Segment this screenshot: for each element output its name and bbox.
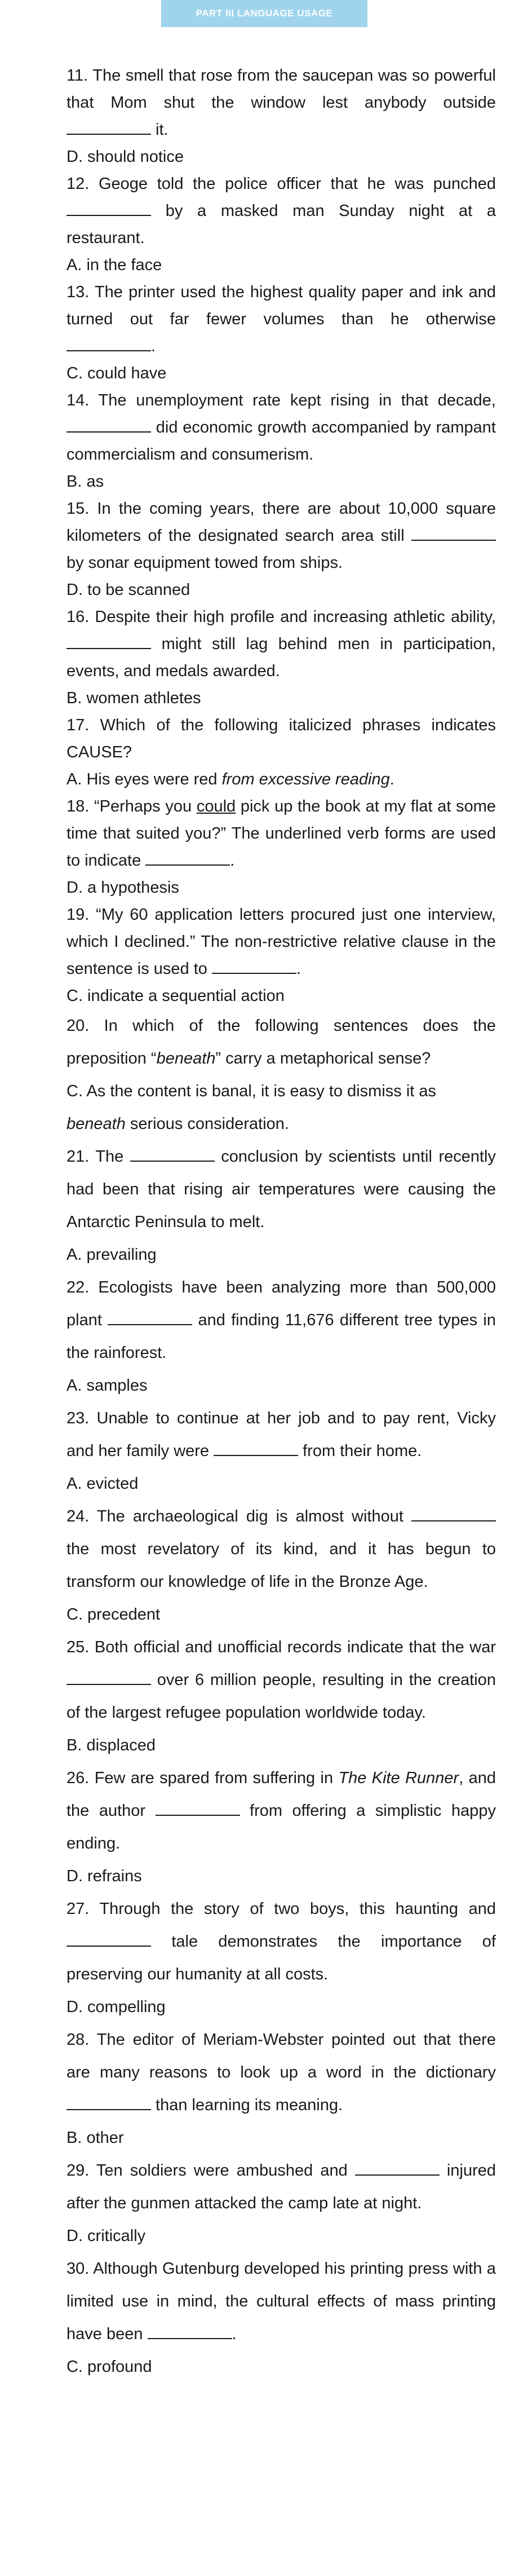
question-21 <box>66 1140 496 1271</box>
answer-blank <box>411 526 496 541</box>
answer-blank <box>66 337 151 351</box>
question-stem: 23. Unable to continue at her job and to pay rent, Vicky and her family were from their home. <box>66 1409 496 1460</box>
answer-blank <box>66 2096 151 2110</box>
answer-blank <box>66 201 151 216</box>
answer-blank <box>66 1932 151 1947</box>
question-stem: 11. The smell that rose from the saucepan was so powerful that Mom shut the window lest anybody outside it. <box>66 67 496 139</box>
section-title: PART III LANGUAGE USAGE <box>196 8 333 19</box>
question-answer: A. samples <box>66 1377 148 1395</box>
question-30 <box>66 2252 496 2383</box>
question-stem: 29. Ten soldiers were ambushed and injured after the gunmen attacked the camp late at night. <box>66 2162 496 2212</box>
question-16 <box>66 603 496 712</box>
answer-blank <box>66 1670 151 1685</box>
question-answer: B. other <box>66 2129 124 2147</box>
answer-blank <box>66 418 151 433</box>
question-23 <box>66 1402 496 1500</box>
question-stem: 19. “My 60 application letters procured just one interview, which I declined.” The non-restrictive relative clause in the sentence is used to . <box>66 906 496 978</box>
question-answer: A. evicted <box>66 1475 139 1493</box>
question-12 <box>66 170 496 279</box>
question-24 <box>66 1500 496 1631</box>
question-11 <box>66 62 496 170</box>
question-28 <box>66 2023 496 2154</box>
question-answer: B. as <box>66 473 104 491</box>
question-stem: 24. The archaeological dig is almost without the most revelatory of its kind, and it has begun to transform our knowledge of life in the Bronze Age. <box>66 1507 496 1591</box>
question-stem: 27. Through the story of two boys, this haunting and tale demonstrates the importance of preserving our humanity at all costs. <box>66 1900 496 1983</box>
question-answer: C. could have <box>66 364 167 382</box>
question-29 <box>66 2154 496 2252</box>
question-answer: A. prevailing <box>66 1246 157 1264</box>
answer-blank <box>212 959 296 974</box>
question-26 <box>66 1762 496 1893</box>
question-answer: D. should notice <box>66 148 184 166</box>
question-stem: 30. Although Gutenburg developed his printing press with a limited use in mind, the cultural effects of mass printing have been . <box>66 2260 496 2343</box>
question-stem: 28. The editor of Meriam-Webster pointed out that there are many reasons to look up a word in the dictionary than learning its meaning. <box>66 2031 496 2114</box>
answer-blank <box>411 1507 496 1521</box>
question-stem: 12. Geoge told the police officer that he was punched by a masked man Sunday night at a restaurant. <box>66 175 496 247</box>
question-25 <box>66 1631 496 1762</box>
question-13 <box>66 279 496 387</box>
question-list <box>66 62 496 2383</box>
question-answer: C. precedent <box>66 1605 161 1624</box>
question-stem: 15. In the coming years, there are about 10,000 square kilometers of the designated search area still by sonar equipment towed from ships. <box>66 500 496 572</box>
question-stem: 17. Which of the following italicized phrases indicates CAUSE? <box>66 716 496 761</box>
question-answer: A. in the face <box>66 256 162 274</box>
question-answer: D. critically <box>66 2227 146 2245</box>
question-15 <box>66 495 496 603</box>
answer-blank <box>66 634 151 649</box>
answer-blank <box>355 2161 440 2176</box>
question-27 <box>66 1893 496 2023</box>
question-14 <box>66 387 496 495</box>
section-header <box>161 0 367 27</box>
question-18 <box>66 793 496 901</box>
question-answer: C. As the content is banal, it is easy to dismiss it as beneath serious consideration. <box>66 1082 437 1133</box>
question-answer: D. to be scanned <box>66 581 190 599</box>
answer-blank <box>145 851 230 866</box>
question-answer: C. profound <box>66 2358 152 2376</box>
question-stem: 14. The unemployment rate kept rising in that decade, did economic growth accompanied by rampant commercialism and consumerism. <box>66 391 496 464</box>
question-answer: D. a hypothesis <box>66 879 179 897</box>
underlined-verb: could <box>196 797 236 815</box>
question-stem: 18. “Perhaps you could pick up the book at my flat at some time that suited you?” The underlined verb forms are used to indicate . <box>66 797 496 870</box>
question-stem: 13. The printer used the highest quality paper and ink and turned out far fewer volumes than he otherwise . <box>66 283 496 355</box>
question-stem: 21. The conclusion by scientists until recently had been that rising air temperatures were causing the Antarctic Peninsula to melt. <box>66 1148 496 1231</box>
answer-blank <box>156 1801 240 1816</box>
answer-blank <box>148 2324 232 2339</box>
answer-blank <box>214 1441 298 1456</box>
question-answer: D. refrains <box>66 1867 142 1885</box>
question-answer: B. women athletes <box>66 689 201 707</box>
question-20 <box>66 1009 496 1140</box>
answer-blank <box>66 120 151 135</box>
question-answer: D. compelling <box>66 1998 166 2016</box>
question-answer: B. displaced <box>66 1736 156 1754</box>
question-22 <box>66 1271 496 1402</box>
answer-blank <box>108 1311 192 1325</box>
question-19 <box>66 901 496 1009</box>
question-stem: 20. In which of the following sentences does the preposition “beneath” carry a metaphorical sense? <box>66 1017 496 1068</box>
question-answer: C. indicate a sequential action <box>66 987 285 1005</box>
question-stem: 16. Despite their high profile and increasing athletic ability, might still lag behind men in participation, events, and medals awarded. <box>66 608 496 680</box>
question-stem: 26. Few are spared from suffering in The Kite Runner, and the author from offering a simplistic happy ending. <box>66 1769 496 1852</box>
question-stem: 25. Both official and unofficial records indicate that the war over 6 million people, resulting in the creation of the largest refugee population worldwide today. <box>66 1638 496 1722</box>
question-stem: 22. Ecologists have been analyzing more than 500,000 plant and finding 11,676 different tree types in the rainforest. <box>66 1278 496 1362</box>
answer-blank <box>130 1147 215 1162</box>
wide-section <box>66 1009 496 2383</box>
question-17 <box>66 712 496 793</box>
question-answer: A. His eyes were red from excessive reading. <box>66 770 394 788</box>
